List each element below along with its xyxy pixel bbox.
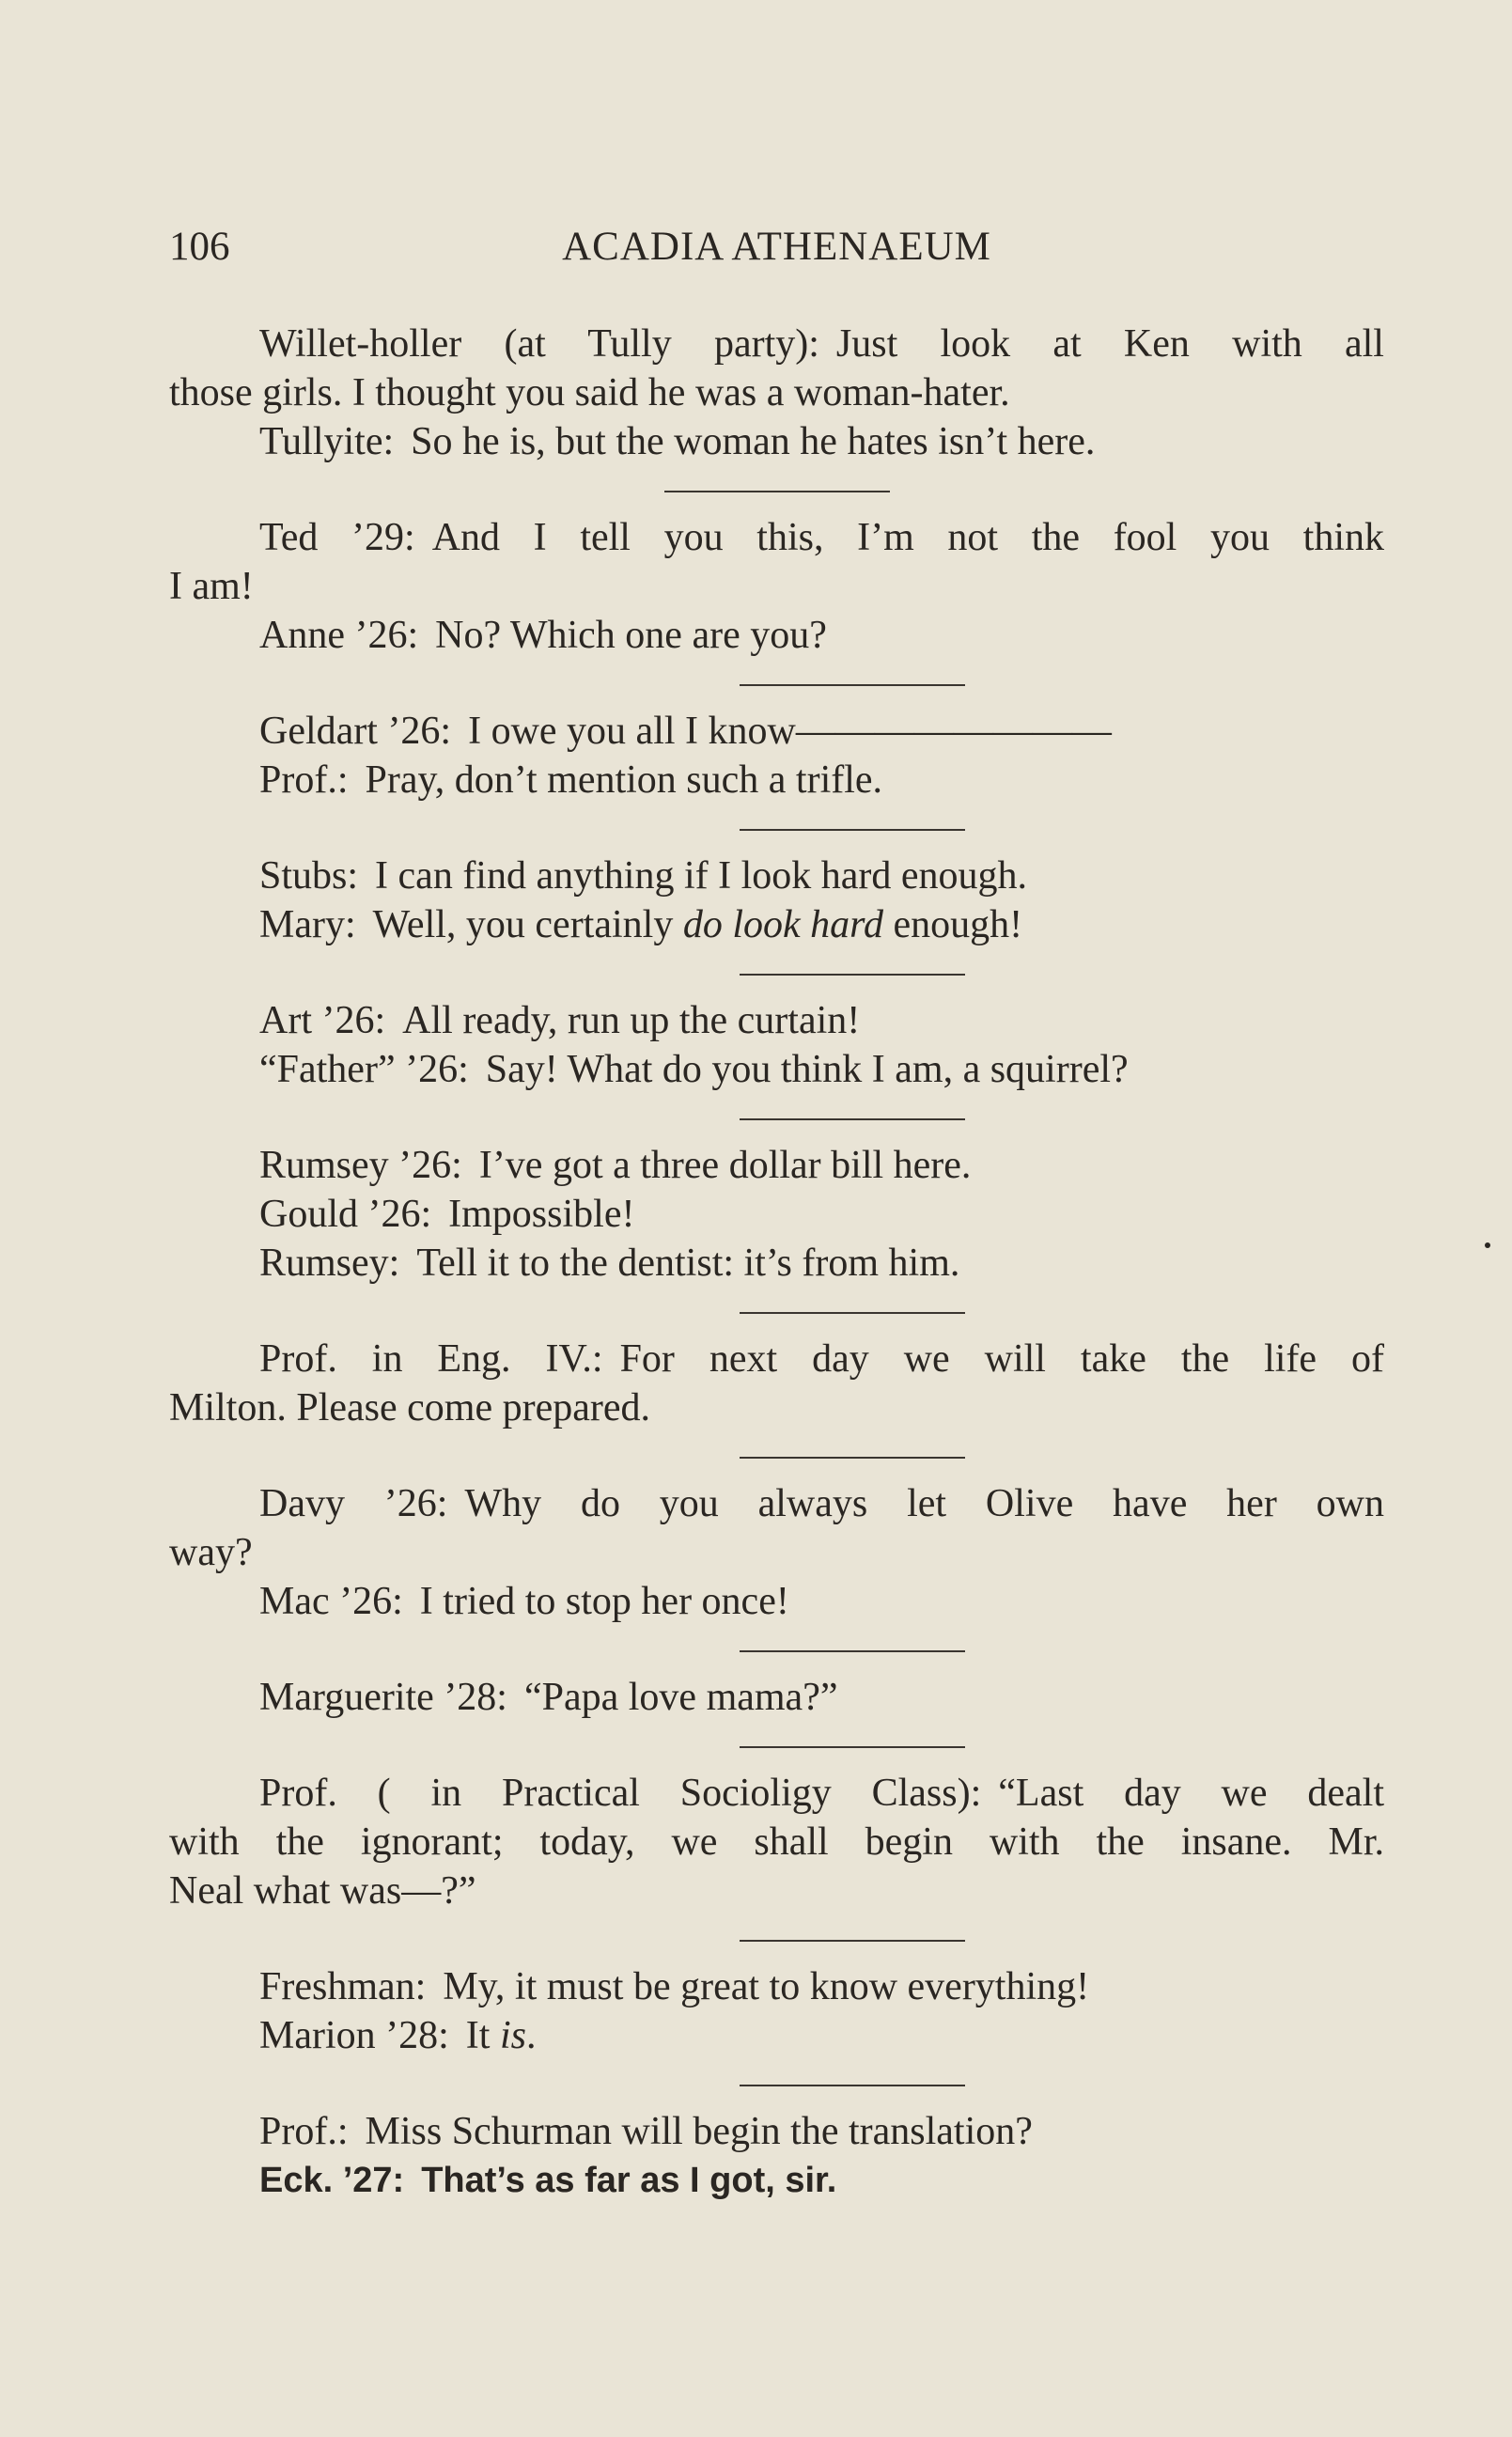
dialogue-text: And I tell you this, I’m not the fool you think: [431, 516, 1384, 559]
emphasis-text: do look hard: [682, 903, 883, 946]
dialogue-line: [169, 1962, 1384, 2011]
continuation-line: Neal what was—?”: [169, 1869, 476, 1913]
dialogue-line: [169, 996, 1384, 1045]
joke-entry: [169, 2107, 1384, 2205]
dialogue-text: I can find anything if I look hard enough.: [375, 854, 1028, 898]
dialogue-line: [169, 320, 1384, 368]
speaker-name: Prof. in Eng. IV.:: [259, 1337, 603, 1381]
dialogue-text: No? Which one are you?: [435, 614, 827, 657]
section-divider: [740, 974, 965, 976]
dialogue-line: [169, 417, 1384, 466]
section-divider: [664, 491, 890, 492]
jokes-column: [169, 320, 1384, 2205]
dialogue-text: Say! What do you think I am, a squirrel?: [485, 1048, 1129, 1091]
section-divider: [740, 1650, 965, 1652]
speaker-name: Marguerite ’28:: [259, 1676, 507, 1719]
dialogue-text: For next day we will take the life of: [619, 1337, 1384, 1381]
dialogue-line: [169, 1673, 1384, 1722]
dialogue-text: That’s as far as I got, sir.: [421, 2161, 837, 2200]
margin-speck: [1485, 1242, 1490, 1248]
dialogue-line: [169, 756, 1384, 805]
running-head: ACADIA ATHENAEUM: [562, 225, 991, 269]
speaker-name: Geldart ’26:: [259, 710, 452, 753]
dialogue-line: [169, 1577, 1384, 1626]
continuation-line: Milton. Please come prepared.: [169, 1386, 650, 1429]
speaker-name: Mary:: [259, 903, 356, 946]
section-divider: [740, 829, 965, 831]
page-number: 106: [169, 225, 230, 269]
speaker-name: Willet-holler (at Tully party):: [259, 322, 819, 366]
speaker-name: Rumsey:: [259, 1242, 400, 1285]
speaker-name: Tullyite:: [259, 420, 395, 463]
dialogue-text: Just look at Ken with all: [835, 322, 1384, 366]
speaker-name: Prof.:: [259, 2110, 349, 2153]
continuation-line: way?: [169, 1531, 253, 1574]
joke-entry: [169, 996, 1384, 1094]
joke-entry: [169, 1141, 1384, 1288]
speaker-name: Ted ’29:: [259, 516, 415, 559]
section-divider: [740, 684, 965, 686]
dialogue-line: [169, 1769, 1384, 1818]
section-divider: [740, 1118, 965, 1120]
dialogue-text: Miss Schurman will begin the translation?: [365, 2110, 1033, 2153]
dialogue-text: My, it must be great to know everything!: [443, 1965, 1090, 2008]
continuation-line: I am!: [169, 565, 254, 608]
dialogue-line: [169, 2011, 1384, 2060]
dialogue-text: All ready, run up the curtain!: [402, 999, 861, 1042]
joke-entry: [169, 320, 1384, 466]
speaker-name: Gould ’26:: [259, 1193, 432, 1236]
joke-entry: [169, 1769, 1384, 1915]
dialogue-line: [169, 1141, 1384, 1190]
dialogue-text: .: [525, 2014, 537, 2057]
page-header: [169, 224, 1384, 280]
joke-entry: [169, 513, 1384, 660]
continuation-line: those girls. I thought you said he was a woman-hater.: [169, 371, 1010, 414]
dialogue-text: Well, you certainly: [372, 903, 683, 946]
dialogue-text: I’ve got a three dollar bill here.: [478, 1144, 972, 1187]
joke-entry: [169, 851, 1384, 949]
speaker-name: Eck. ’27:: [259, 2161, 405, 2200]
joke-entry: [169, 707, 1384, 805]
dialogue-line: [169, 707, 1384, 756]
dialogue-text: Impossible!: [448, 1193, 635, 1236]
speaker-name: Stubs:: [259, 854, 359, 898]
dialogue-text: I tried to stop her once!: [419, 1580, 789, 1623]
dialogue-line: [169, 1335, 1384, 1383]
dialogue-line: [169, 1479, 1384, 1528]
joke-entry: [169, 1962, 1384, 2060]
speaker-name: Marion ’28:: [259, 2014, 449, 2057]
emphasis-text: is: [499, 2014, 526, 2057]
speaker-name: Davy ’26:: [259, 1482, 448, 1525]
dialogue-line: [169, 1045, 1384, 1094]
speaker-name: “Father” ’26:: [259, 1048, 469, 1091]
dialogue-line: [169, 900, 1384, 949]
section-divider: [740, 1940, 965, 1942]
dialogue-line: [169, 513, 1384, 562]
dialogue-text: “Last day we dealt: [998, 1772, 1384, 1815]
dialogue-line: [169, 1190, 1384, 1239]
speaker-name: Freshman:: [259, 1965, 427, 2008]
dialogue-text: It: [465, 2014, 500, 2057]
dialogue-text: Why do you always let Olive have her own: [464, 1482, 1384, 1525]
section-divider: [740, 1312, 965, 1314]
section-divider: [740, 1457, 965, 1459]
joke-entry: [169, 1673, 1384, 1722]
dialogue-line: [169, 851, 1384, 900]
dialogue-text: Tell it to the dentist: it’s from him.: [416, 1242, 960, 1285]
dialogue-text: enough!: [882, 903, 1023, 946]
dialogue-line: [169, 2156, 1384, 2205]
dialogue-text: Pray, don’t mention such a trifle.: [365, 758, 883, 802]
joke-entry: [169, 1335, 1384, 1432]
speaker-name: Mac ’26:: [259, 1580, 403, 1623]
speaker-name: Anne ’26:: [259, 614, 419, 657]
section-divider: [740, 2085, 965, 2086]
dialogue-text: I owe you all I know————————: [468, 710, 1112, 753]
continuation-line: with the ignorant; today, we shall begin with the insane. Mr.: [169, 1820, 1384, 1864]
speaker-name: Prof.:: [259, 758, 349, 802]
speaker-name: Art ’26:: [259, 999, 386, 1042]
dialogue-text: So he is, but the woman he hates isn’t here.: [411, 420, 1096, 463]
dialogue-line: [169, 2107, 1384, 2156]
dialogue-line: [169, 1239, 1384, 1288]
joke-entry: [169, 1479, 1384, 1626]
section-divider: [740, 1746, 965, 1748]
speaker-name: Prof. ( in Practical Socioligy Class):: [259, 1772, 982, 1815]
dialogue-line: [169, 611, 1384, 660]
speaker-name: Rumsey ’26:: [259, 1144, 462, 1187]
dialogue-text: “Papa love mama?”: [523, 1676, 838, 1719]
